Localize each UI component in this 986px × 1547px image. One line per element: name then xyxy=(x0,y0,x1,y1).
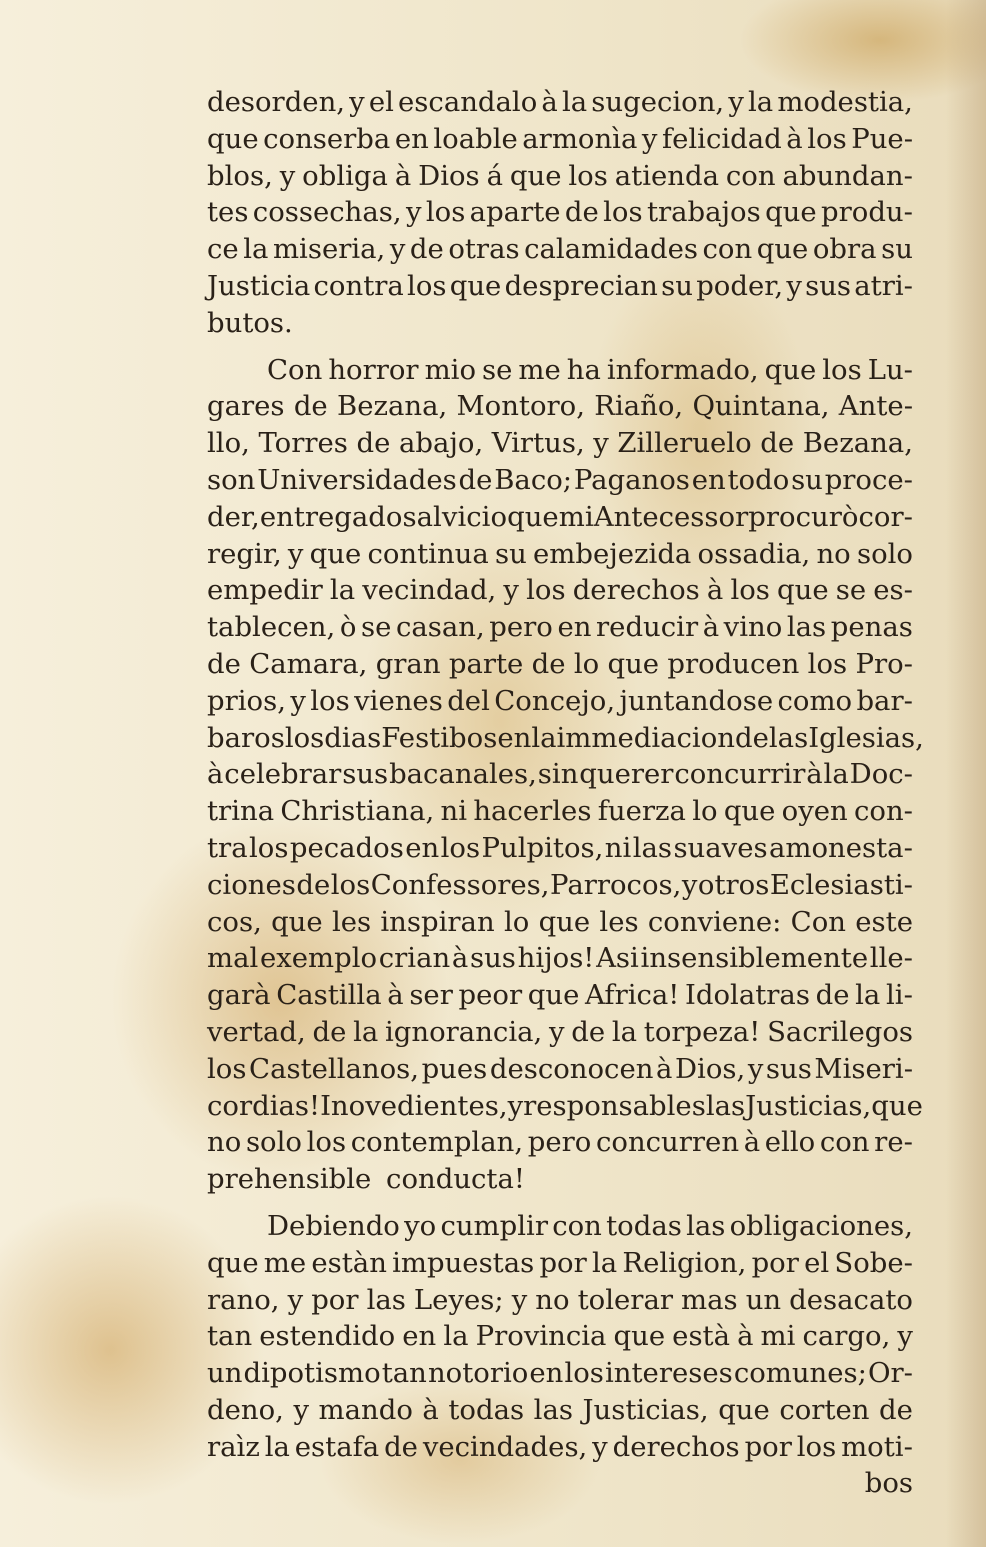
text-line: gares de Bezana, Montoro, Riaño, Quintana, Ante- xyxy=(207,390,913,423)
paragraph-2 xyxy=(207,352,924,1198)
text-line: empedir la vecindad, y los derechos à los que se es- xyxy=(207,574,913,607)
text-line: cordias! Inovedientes, y responsables las Justicias, que xyxy=(207,1089,923,1122)
text-line: un dipotismo tan notorio en los intereses comunes; Or- xyxy=(207,1357,913,1390)
text-line: cos, que les inspiran lo que les conviene: Con este xyxy=(207,905,913,938)
text-line: Debiendo yo cumplir con todas las obligaciones, xyxy=(267,1209,913,1242)
text-line: que conserba en loable armonìa y felicidad à los Pue- xyxy=(207,122,913,155)
text-line: rano, y por las Leyes; y no tolerar mas un desacato xyxy=(207,1283,913,1316)
text-line: raìz la estafa de vecindades, y derechos por los moti- xyxy=(207,1430,913,1463)
text-line: vertad, de la ignorancia, y de la torpeza! Sacrilegos xyxy=(207,1015,913,1048)
text-line: baros los dias Festibos en la immediacion de las Iglesias, xyxy=(207,721,924,754)
text-line: llo, Torres de abajo, Virtus, y Zilleruelo de Bezana, xyxy=(207,427,913,460)
text-line: blos, y obliga à Dios á que los atienda con abundan- xyxy=(207,159,913,192)
text-line: trina Christiana, ni hacerles fuerza lo que oyen con- xyxy=(207,795,913,828)
paragraph-3 xyxy=(207,1208,913,1466)
text-line: tes cossechas, y los aparte de los trabajos que produ- xyxy=(207,196,913,229)
text-block xyxy=(207,84,924,1502)
page-edge-stain xyxy=(946,0,986,1547)
text-line: tan estendido en la Provincia que està à mi cargo, y xyxy=(207,1320,913,1353)
text-line: son Universidades de Baco; Paganos en todo su proce- xyxy=(207,463,913,496)
text-line: de Camara, gran parte de lo que producen los Pro- xyxy=(207,647,913,680)
text-line: Justicia contra los que desprecian su poder, y sus atri- xyxy=(207,269,913,302)
text-line: tra los pecados en los Pulpitos, ni las suaves amonesta- xyxy=(207,831,913,864)
text-line: ce la miseria, y de otras calamidades con que obra su xyxy=(207,233,913,266)
text-line: ciones de los Confessores, Parrocos, y otros Eclesiasti- xyxy=(207,868,913,901)
text-line: garà Castilla à ser peor que Africa! Idolatras de la li- xyxy=(207,979,913,1012)
text-line: regir, y que continua su embejezida ossadia, no solo xyxy=(207,537,913,570)
text-line: mal exemplo crian à sus hijos! Asi insensiblemente lle- xyxy=(207,942,913,975)
text-line: tablecen, ò se casan, pero en reducir à vino las penas xyxy=(207,611,913,644)
text-line: prios, y los vienes del Concejo, juntandose como bar- xyxy=(207,684,913,717)
text-line: deno, y mando à todas las Justicias, que corten de xyxy=(207,1393,913,1426)
paragraph-1 xyxy=(207,84,913,342)
text-line: der, entregados al vicio que mi Antecessor procurò cor- xyxy=(207,500,913,533)
text-line: butos. xyxy=(207,306,293,339)
text-line: que me estàn impuestas por la Religion, por el Sobe- xyxy=(207,1246,913,1279)
text-line: prehensible conducta! xyxy=(207,1163,525,1196)
text-line: no solo los contemplan, pero concurren à ello con re- xyxy=(207,1126,913,1159)
text-line: los Castellanos, pues desconocen à Dios, y sus Miseri- xyxy=(207,1052,913,1085)
text-line: Con horror mio se me ha informado, que los Lu- xyxy=(267,353,913,386)
text-line: à celebrar sus bacanales, sin querer concurrir à la Doc- xyxy=(207,758,913,791)
text-line: desorden, y el escandalo à la sugecion, y la modestia, xyxy=(207,86,913,118)
catchword: bos xyxy=(864,1467,913,1500)
